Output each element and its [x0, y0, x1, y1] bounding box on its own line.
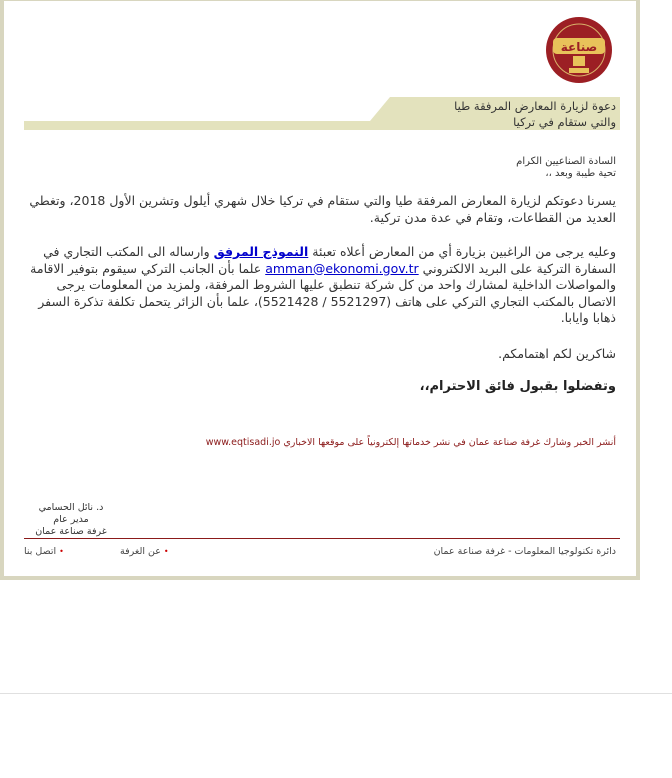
- signature-org: غرفة صناعة عمان: [35, 526, 107, 537]
- paragraph-2-text-3: علما بأن الجانب التركي سيقوم بتوفير الاقامة والمواصلات الداخلية لمشارك واحد من كل شركة تنطبق عليها الشروط المرفقة، ولمزيد من المعلومات يرجى الاتصال بالمكتب التجاري التركي على هاتف (5521297 / 5521428)، علما بأن الزائر يتحمل تكلفة تذكرة السفر ذهابا وايابا.: [30, 260, 616, 325]
- signature-title: مدير عام: [53, 514, 89, 525]
- page-bottom-divider: [0, 693, 672, 694]
- paragraph-2: [16, 244, 616, 327]
- greeting-line-2: تحية طيبة وبعد ،،: [545, 168, 616, 179]
- signature: [22, 502, 120, 538]
- footer-department: دائرة تكنولوجيا المعلومات - غرفة صناعة عمان: [433, 546, 616, 557]
- bullet-icon: •: [59, 547, 64, 556]
- news-banner: [16, 437, 616, 448]
- logo-text: صناعة: [560, 40, 598, 54]
- email-link[interactable]: amman@ekonomi.gov.tr: [265, 260, 419, 276]
- email-title: [376, 98, 616, 130]
- thanks-text: شاكرين لكم اهتمامكم.: [498, 346, 616, 361]
- form-attachment-link[interactable]: النموذج المرفق: [213, 244, 309, 259]
- bullet-icon: •: [163, 547, 169, 556]
- paragraph-2-text-1: وعليه يرجى من الراغبين بزيارة أي من المعارض أعلاه تعبئة: [308, 244, 616, 259]
- paragraph-2-text-2: وارساله الى المكتب التجاري في السفارة التركية على البريد الالكتروني: [43, 244, 616, 276]
- greeting: [16, 156, 616, 180]
- footer-contact-link[interactable]: [24, 546, 64, 557]
- footer-about-link[interactable]: [120, 546, 169, 557]
- title-line-2: والتي ستقام في تركيا: [513, 115, 616, 129]
- news-site-link[interactable]: www.eqtisadi.jo: [205, 437, 281, 448]
- signature-name: د. نائل الحسامي: [38, 502, 104, 513]
- regards-text: وتفضلوا بقبول فائق الاحترام،،: [419, 379, 616, 394]
- contact-label[interactable]: اتصل بنا: [24, 546, 57, 557]
- paragraph-1: يسرنا دعوتكم لزيارة المعارض المرفقة طيا والتي ستقام في تركيا خلال شهري أيلول وتشرين الأول 2018، وتغطي العديد من القطاعات، وتقام في عدة مدن تركية.: [29, 193, 616, 225]
- chamber-logo: [545, 14, 613, 86]
- footer-divider: [24, 538, 620, 539]
- title-line-1: دعوة لزيارة المعارض المرفقة طيا: [454, 99, 616, 113]
- about-label[interactable]: عن الغرفة: [120, 546, 161, 557]
- news-text: أنشر الخبر وشارك غرفة صناعة عمان في نشر خدماتها إلكترونياً على موقعها الاخباري: [280, 437, 616, 448]
- greeting-line-1: السادة الصناعيين الكرام: [516, 156, 616, 167]
